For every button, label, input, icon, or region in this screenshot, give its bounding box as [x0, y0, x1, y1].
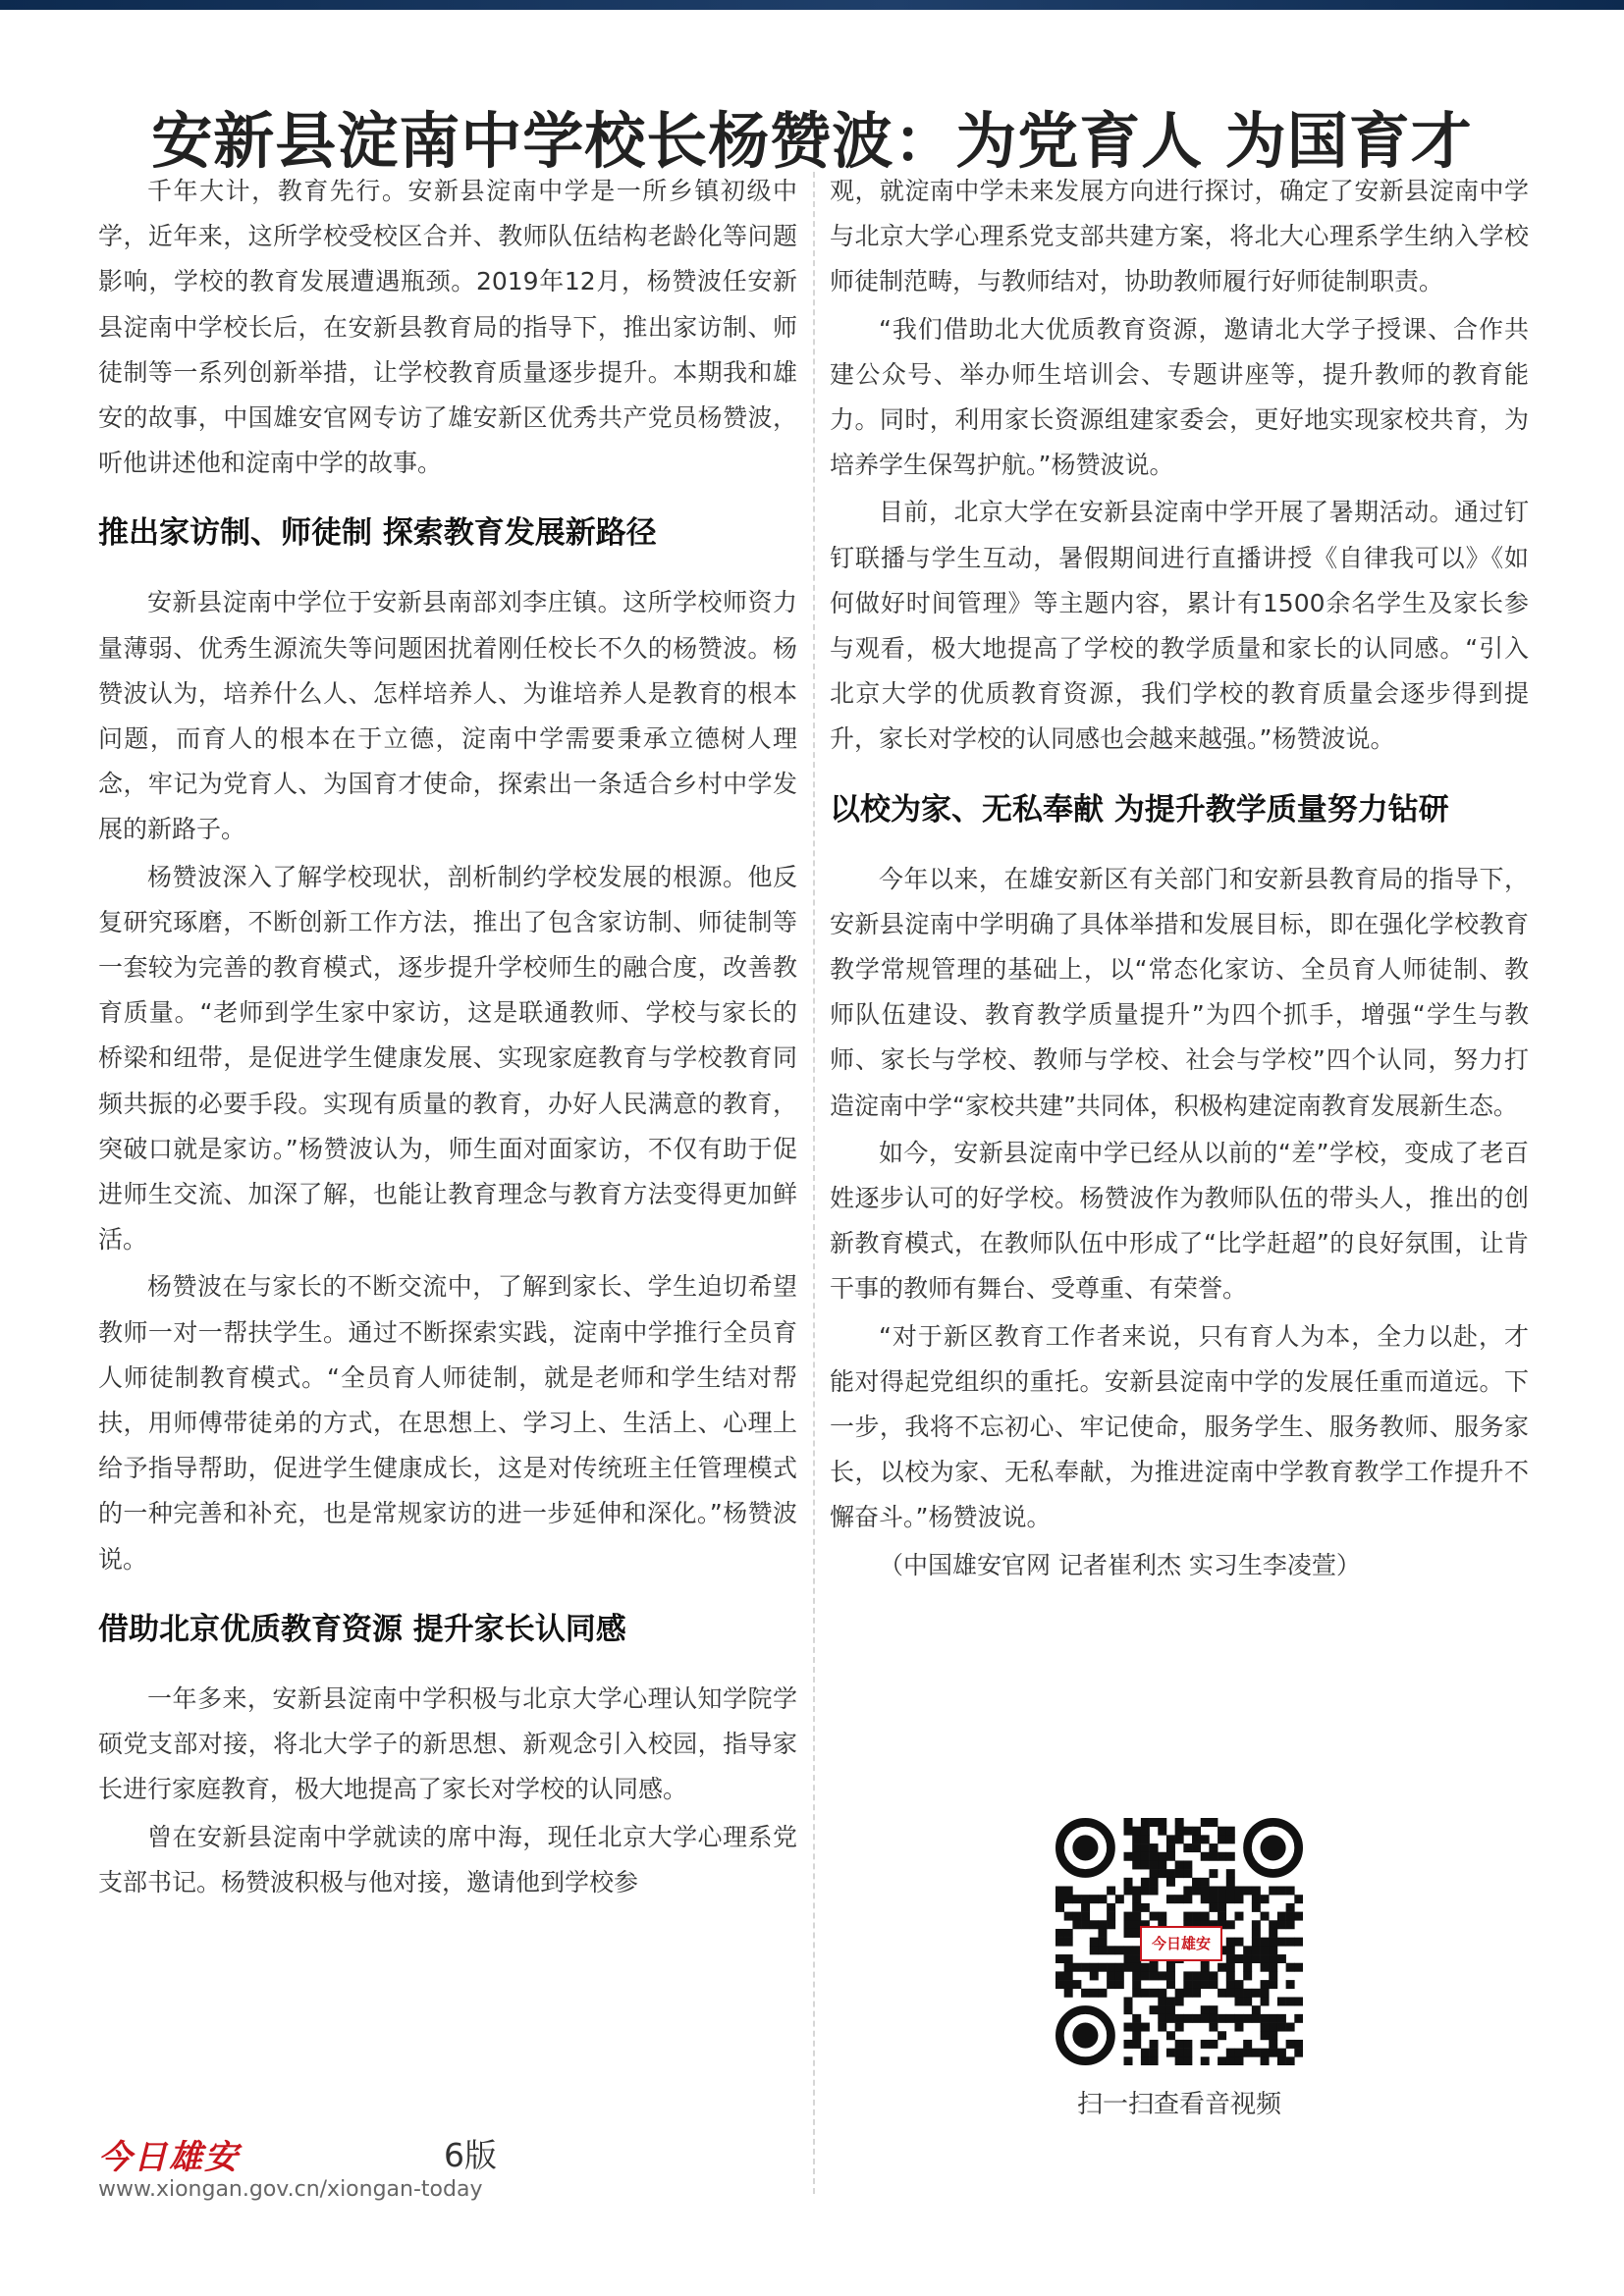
article-column-right — [830, 169, 1529, 1590]
paragraph: 如今，安新县淀南中学已经从以前的“差”学校，变成了老百姓逐步认可的好学校。杨赞波作为教师队伍的带头人，推出的创新教育模式，在教师队伍中形成了“比学赶超”的良好氛围，让肯干事的教师有舞台、受尊重、有荣誉。 — [830, 1138, 1529, 1304]
paragraph: 一年多来，安新县淀南中学积极与北京大学心理认知学院学硕党支部对接，将北大学子的新思想、新观念引入校园，指导家长进行家庭教育，极大地提高了家长对学校的认同感。 — [98, 1683, 797, 1804]
column-divider — [813, 172, 815, 2194]
footer-url[interactable]: www.xiongan.gov.cn/xiongan-today — [98, 2177, 483, 2202]
paragraph: 杨赞波在与家长的不断交流中，了解到家长、学生迫切希望教师一对一帮扶学生。通过不断探索实践，淀南中学推行全员育人师徒制教育模式。“全员育人师徒制，就是老师和学生结对帮扶，用师傅带徒弟的方式，在思想上、学习上、生活上、心理上给予指导帮助，促进学生健康成长，这是对传统班主任管理模式的一种完善和补充，也是常规家访的进一步延伸和深化。”杨赞波说。 — [98, 1272, 797, 1574]
byline-credit: （中国雄安官网 记者崔利杰 实习生李凌萱） — [879, 1550, 1361, 1579]
paragraph: “我们借助北大优质教育资源，邀请北大学子授课、合作共建公众号、举办师生培训会、专题讲座等，提升教师的教育能力。同时，利用家长资源组建家委会，更好地实现家校共育，为培养学生保驾护航。”杨赞波说。 — [830, 314, 1529, 480]
footer-brand-logo: 今日雄安 — [98, 2138, 240, 2177]
section-heading: 以校为家、无私奉献 为提升教学质量努力钻研 — [830, 791, 1449, 828]
top-accent-bar — [0, 0, 1624, 10]
section-heading: 借助北京优质教育资源 提升家长认同感 — [98, 1611, 626, 1647]
paragraph: 目前，北京大学在安新县淀南中学开展了暑期活动。通过钉钉联播与学生互动，暑假期间进行直播讲授《自律我可以》《如何做好时间管理》等主题内容，累计有1500余名学生及家长参与观看，极大地提高了学校的教学质量和家长的认同感。“引入北京大学的优质教育资源，我们学校的教育质量会逐步得到提升，家长对学校的认同感也会越来越强。”杨赞波说。 — [830, 498, 1529, 754]
paragraph: 杨赞波深入了解学校现状，剖析制约学校发展的根源。他反复研究琢磨，不断创新工作方法，推出了包含家访制、师徒制等一套较为完善的教育模式，逐步提升学校师生的融合度，改善教育质量。“老师到学生家中家访，这是联通教师、学校与家长的桥梁和纽带，是促进学生健康发展、实现家庭教育与学校教育同频共振的必要手段。实现有质量的教育，办好人民满意的教育，突破口就是家访。”杨赞波认为，师生面对面家访，不仅有助于促进师生交流、加深了解，也能让教育理念与教育方法变得更加鲜活。 — [98, 862, 797, 1255]
qr-caption: 扫一扫查看音视频 — [1076, 2090, 1281, 2119]
page-number: 6版 — [444, 2136, 497, 2174]
paragraph: 安新县淀南中学位于安新县南部刘李庄镇。这所学校师资力量薄弱、优秀生源流失等问题困扰着刚任校长不久的杨赞波。杨赞波认为，培养什么人、怎样培养人、为谁培养人是教育的根本问题，而育人的根本在于立德，淀南中学需要秉承立德树人理念，牢记为党育人、为国育才使命，探索出一条适合乡村中学发展的新路子。 — [98, 588, 797, 844]
section-heading: 推出家访制、师徒制 探索教育发展新路径 — [98, 515, 657, 552]
paragraph: 今年以来，在雄安新区有关部门和安新县教育局的指导下，安新县淀南中学明确了具体举措和发展目标，即在强化学校教育教学常规管理的基础上，以“常态化家访、全员育人师徒制、教师队伍建设、教育教学质量提升”为四个抓手，增强“学生与教师、家长与学校、教师与学校、社会与学校”四个认同，努力打造淀南中学“家校共建”共同体，积极构建淀南教育发展新生态。 — [830, 864, 1529, 1120]
qr-code[interactable] — [1056, 1818, 1303, 2065]
paragraph: 曾在安新县淀南中学就读的席中海，现任北京大学心理系党支部书记。杨赞波积极与他对接，邀请他到学校参 — [98, 1822, 797, 1896]
paragraph: “对于新区教育工作者来说，只有育人为本，全力以赴，才能对得起党组织的重托。安新县淀南中学的发展任重而道远。下一步，我将不忘初心、牢记使命，服务学生、服务教师、服务家长，以校为家、无私奉献，为推进淀南中学教育教学工作提升不懈奋斗。”杨赞波说。 — [830, 1321, 1529, 1532]
article-headline: 安新县淀南中学校长杨赞波：为党育人 为国育才 — [151, 104, 1473, 177]
paragraph-continued: 观，就淀南中学未来发展方向进行探讨，确定了安新县淀南中学与北京大学心理系党支部共建方案，将北大心理系学生纳入学校师徒制范畴，与教师结对，协助教师履行好师徒制职责。 — [830, 177, 1529, 296]
paragraph: 千年大计，教育先行。安新县淀南中学是一所乡镇初级中学，近年来，这所学校受校区合并、教师队伍结构老龄化等问题影响，学校的教育发展遭遇瓶颈。2019年12月，杨赞波任安新县淀南中学校长后，在安新县教育局的指导下，推出家访制、师徒制等一系列创新举措，让学校教育质量逐步提升。本期我和雄安的故事，中国雄安官网专访了雄安新区优秀共产党员杨赞波，听他讲述他和淀南中学的故事。 — [98, 177, 797, 478]
qr-logo-badge: 今日雄安 — [1140, 1926, 1222, 1961]
article-column-left — [98, 169, 797, 1907]
